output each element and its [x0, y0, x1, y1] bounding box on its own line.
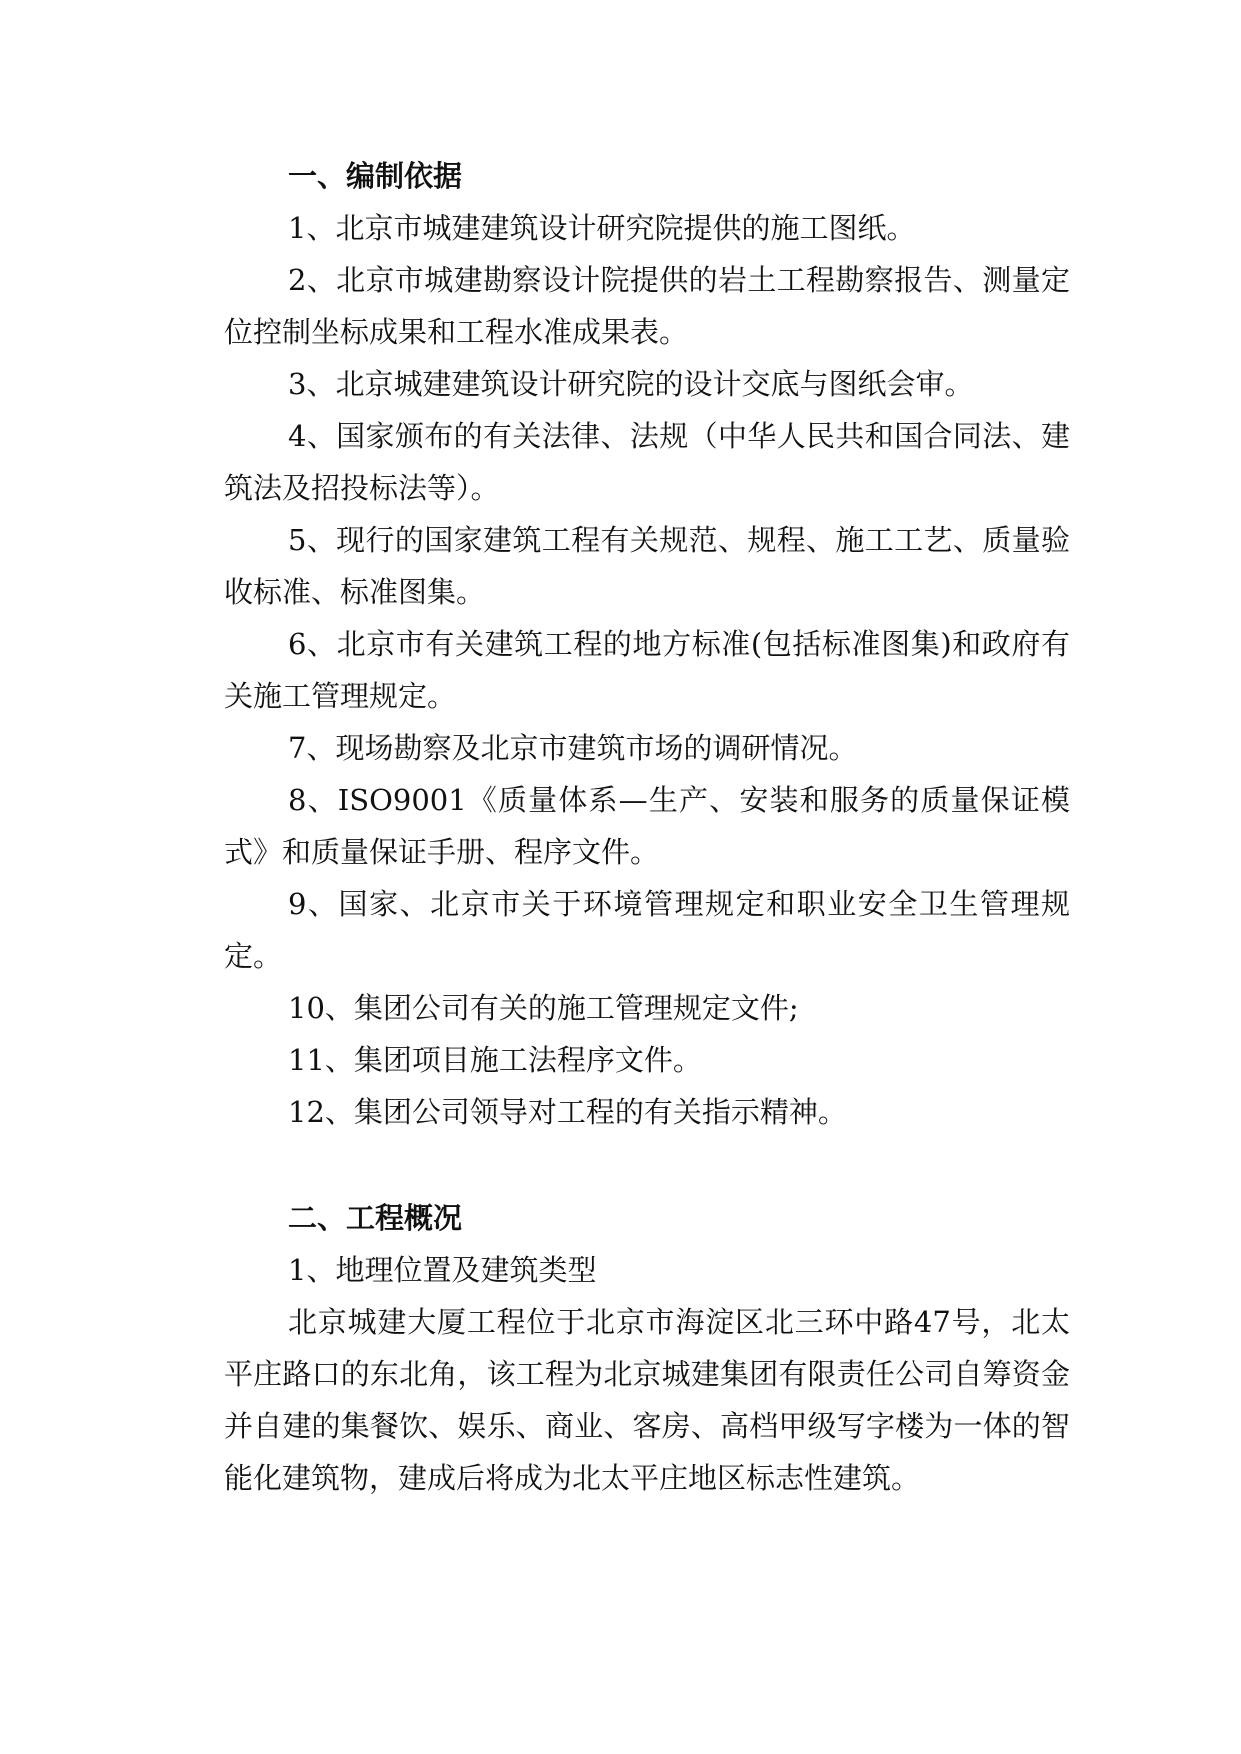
basis-item-9: 9、国家、北京市关于环境管理规定和职业安全卫生管理规定。: [224, 887, 1070, 973]
overview-subheading: 1、地理位置及建筑类型: [288, 1253, 597, 1287]
basis-item-8: 8、ISO9001《质量体系—生产、安装和服务的质量保证模式》和质量保证手册、程序文件。: [224, 783, 1070, 869]
basis-item-12: 12、集团公司领导对工程的有关指示精神。: [288, 1095, 847, 1129]
basis-item-2: 2、北京市城建勘察设计院提供的岩土工程勘察报告、测量定位控制坐标成果和工程水准成果表。: [224, 263, 1070, 349]
basis-item-1: 1、北京市城建建筑设计研究院提供的施工图纸。: [288, 211, 916, 245]
overview-paragraph: 北京城建大厦工程位于北京市海淀区北三环中路47号，北太平庄路口的东北角，该工程为北京城建集团有限责任公司自筹资金并自建的集餐饮、娱乐、商业、客房、高档甲级写字楼为一体的智能化建筑物，建成后将成为北太平庄地区标志性建筑。: [224, 1305, 1070, 1495]
basis-item-3: 3、北京城建建筑设计研究院的设计交底与图纸会审。: [288, 367, 974, 401]
document-page: [224, 150, 1070, 1504]
basis-item-10: 10、集团公司有关的施工管理规定文件;: [288, 991, 799, 1025]
basis-item-6: 6、北京市有关建筑工程的地方标准(包括标准图集)和政府有关施工管理规定。: [224, 627, 1070, 713]
basis-item-4: 4、国家颁布的有关法律、法规（中华人民共和国合同法、建筑法及招投标法等）。: [224, 419, 1070, 505]
section-heading-overview: 二、工程概况: [288, 1201, 463, 1235]
basis-item-7: 7、现场勘察及北京市建筑市场的调研情况。: [288, 731, 858, 765]
section-heading-basis: 一、编制依据: [288, 159, 463, 193]
basis-item-11: 11、集团项目施工法程序文件。: [288, 1043, 702, 1077]
basis-item-5: 5、现行的国家建筑工程有关规范、规程、施工工艺、质量验收标准、标准图集。: [224, 523, 1070, 609]
